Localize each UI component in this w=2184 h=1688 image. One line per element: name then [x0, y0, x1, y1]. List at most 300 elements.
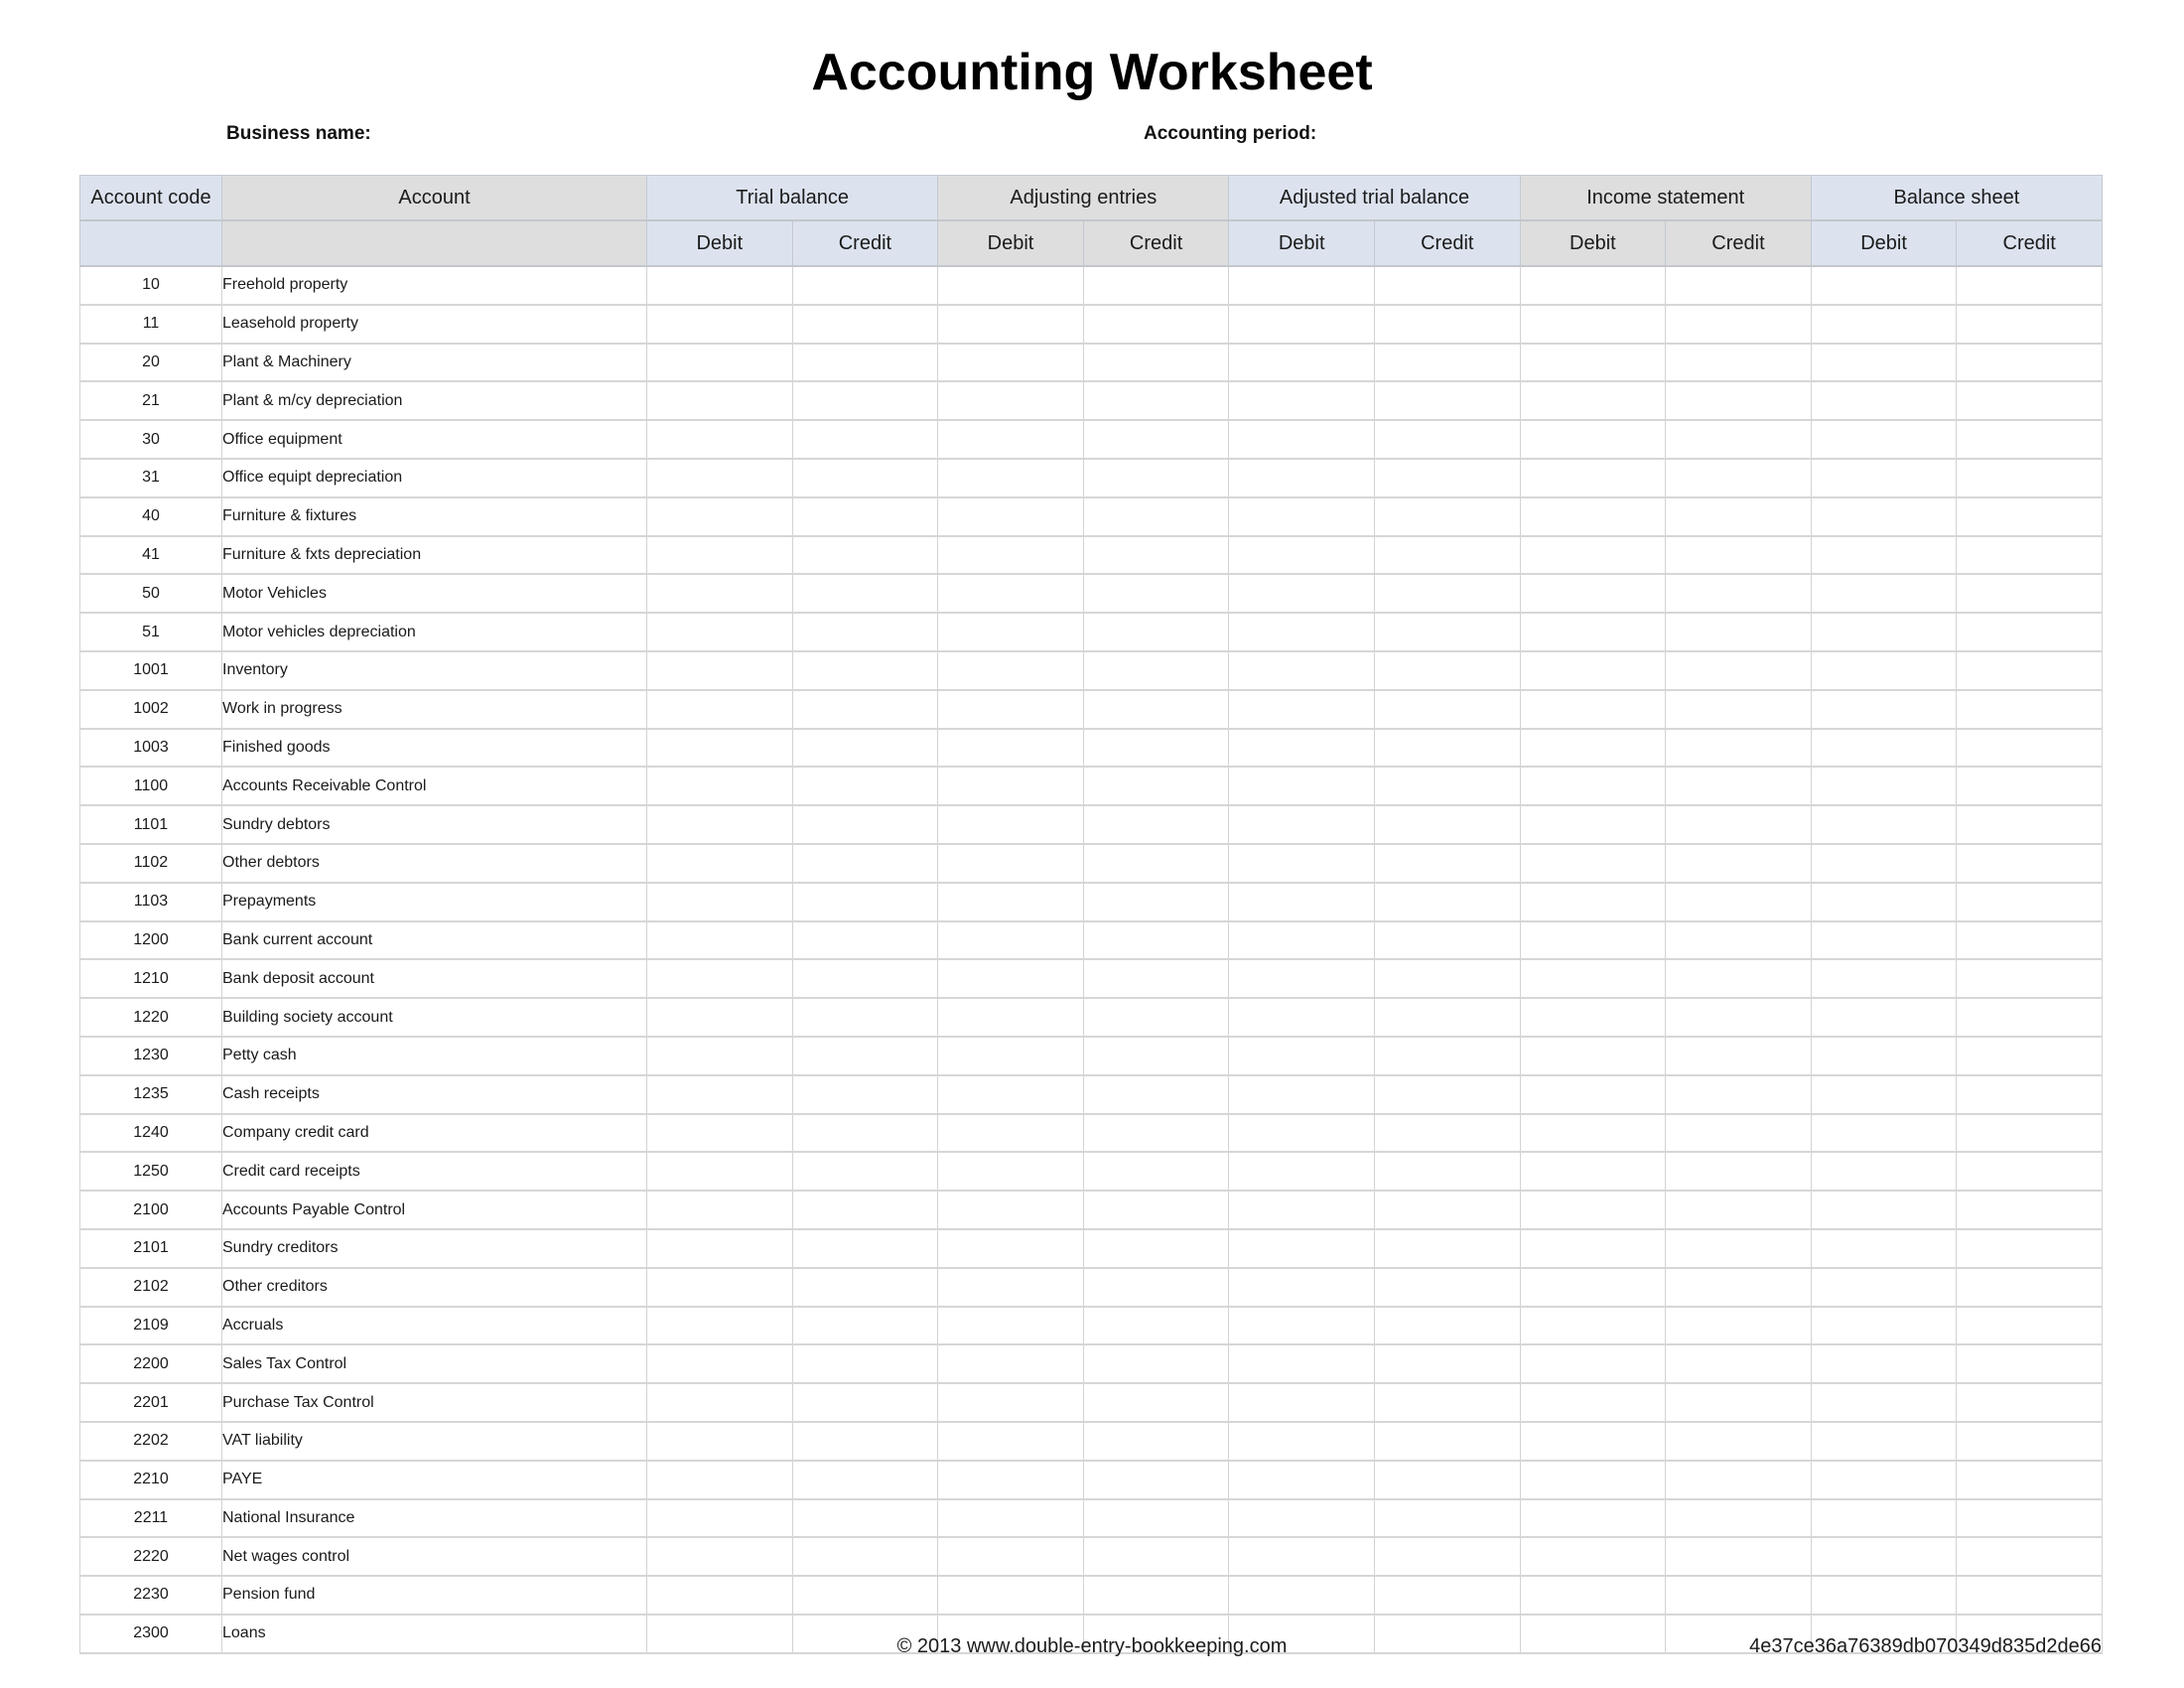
balance-credit-cell[interactable] — [1957, 536, 2103, 575]
adjusting-debit-cell[interactable] — [938, 613, 1084, 651]
adjusting-credit-cell[interactable] — [1083, 1537, 1229, 1576]
adjusted-credit-cell[interactable] — [1374, 921, 1520, 960]
adjusted-debit-cell[interactable] — [1229, 921, 1375, 960]
trial-debit-cell[interactable] — [647, 767, 793, 805]
adjusting-credit-cell[interactable] — [1083, 344, 1229, 382]
trial-debit-cell[interactable] — [647, 574, 793, 613]
trial-debit-cell[interactable] — [647, 690, 793, 729]
income-credit-cell[interactable] — [1666, 1499, 1812, 1538]
income-credit-cell[interactable] — [1666, 1037, 1812, 1075]
adjusted-debit-cell[interactable] — [1229, 883, 1375, 921]
trial-debit-cell[interactable] — [647, 613, 793, 651]
adjusted-credit-cell[interactable] — [1374, 1383, 1520, 1422]
income-debit-cell[interactable] — [1520, 1229, 1666, 1268]
balance-debit-cell[interactable] — [1811, 613, 1957, 651]
balance-debit-cell[interactable] — [1811, 959, 1957, 998]
adjusted-credit-cell[interactable] — [1374, 574, 1520, 613]
income-debit-cell[interactable] — [1520, 921, 1666, 960]
balance-credit-cell[interactable] — [1957, 613, 2103, 651]
trial-credit-cell[interactable] — [792, 921, 938, 960]
adjusting-credit-cell[interactable] — [1083, 805, 1229, 844]
income-debit-cell[interactable] — [1520, 613, 1666, 651]
adjusted-credit-cell[interactable] — [1374, 1307, 1520, 1345]
adjusted-debit-cell[interactable] — [1229, 1499, 1375, 1538]
trial-debit-cell[interactable] — [647, 344, 793, 382]
adjusting-debit-cell[interactable] — [938, 805, 1084, 844]
balance-credit-cell[interactable] — [1957, 1268, 2103, 1307]
trial-credit-cell[interactable] — [792, 1344, 938, 1383]
income-debit-cell[interactable] — [1520, 651, 1666, 690]
income-credit-cell[interactable] — [1666, 844, 1812, 883]
balance-credit-cell[interactable] — [1957, 767, 2103, 805]
income-credit-cell[interactable] — [1666, 651, 1812, 690]
trial-credit-cell[interactable] — [792, 805, 938, 844]
income-debit-cell[interactable] — [1520, 459, 1666, 497]
adjusted-credit-cell[interactable] — [1374, 729, 1520, 768]
adjusting-debit-cell[interactable] — [938, 266, 1084, 305]
adjusted-credit-cell[interactable] — [1374, 1191, 1520, 1229]
balance-credit-cell[interactable] — [1957, 1229, 2103, 1268]
income-debit-cell[interactable] — [1520, 1537, 1666, 1576]
balance-debit-cell[interactable] — [1811, 1307, 1957, 1345]
adjusting-debit-cell[interactable] — [938, 651, 1084, 690]
balance-debit-cell[interactable] — [1811, 883, 1957, 921]
income-credit-cell[interactable] — [1666, 1576, 1812, 1615]
adjusting-debit-cell[interactable] — [938, 1229, 1084, 1268]
balance-credit-cell[interactable] — [1957, 1383, 2103, 1422]
adjusted-credit-cell[interactable] — [1374, 959, 1520, 998]
adjusted-credit-cell[interactable] — [1374, 613, 1520, 651]
income-debit-cell[interactable] — [1520, 998, 1666, 1037]
adjusted-credit-cell[interactable] — [1374, 420, 1520, 459]
trial-debit-cell[interactable] — [647, 420, 793, 459]
trial-debit-cell[interactable] — [647, 459, 793, 497]
income-credit-cell[interactable] — [1666, 690, 1812, 729]
income-debit-cell[interactable] — [1520, 1152, 1666, 1191]
balance-debit-cell[interactable] — [1811, 1268, 1957, 1307]
adjusted-debit-cell[interactable] — [1229, 1152, 1375, 1191]
adjusting-credit-cell[interactable] — [1083, 1383, 1229, 1422]
adjusted-credit-cell[interactable] — [1374, 1114, 1520, 1153]
adjusting-credit-cell[interactable] — [1083, 767, 1229, 805]
balance-credit-cell[interactable] — [1957, 1499, 2103, 1538]
balance-debit-cell[interactable] — [1811, 805, 1957, 844]
adjusting-debit-cell[interactable] — [938, 1191, 1084, 1229]
adjusted-credit-cell[interactable] — [1374, 344, 1520, 382]
adjusted-debit-cell[interactable] — [1229, 651, 1375, 690]
adjusting-credit-cell[interactable] — [1083, 420, 1229, 459]
adjusting-debit-cell[interactable] — [938, 921, 1084, 960]
income-credit-cell[interactable] — [1666, 1229, 1812, 1268]
adjusting-debit-cell[interactable] — [938, 1537, 1084, 1576]
adjusted-debit-cell[interactable] — [1229, 420, 1375, 459]
adjusted-debit-cell[interactable] — [1229, 536, 1375, 575]
adjusting-debit-cell[interactable] — [938, 536, 1084, 575]
adjusting-credit-cell[interactable] — [1083, 459, 1229, 497]
adjusted-debit-cell[interactable] — [1229, 959, 1375, 998]
adjusting-debit-cell[interactable] — [938, 1114, 1084, 1153]
trial-credit-cell[interactable] — [792, 305, 938, 344]
adjusting-credit-cell[interactable] — [1083, 1461, 1229, 1499]
adjusted-debit-cell[interactable] — [1229, 1344, 1375, 1383]
balance-credit-cell[interactable] — [1957, 883, 2103, 921]
adjusted-credit-cell[interactable] — [1374, 690, 1520, 729]
trial-credit-cell[interactable] — [792, 1576, 938, 1615]
income-debit-cell[interactable] — [1520, 420, 1666, 459]
income-credit-cell[interactable] — [1666, 344, 1812, 382]
adjusted-credit-cell[interactable] — [1374, 844, 1520, 883]
adjusting-credit-cell[interactable] — [1083, 1152, 1229, 1191]
balance-debit-cell[interactable] — [1811, 344, 1957, 382]
adjusting-credit-cell[interactable] — [1083, 266, 1229, 305]
trial-debit-cell[interactable] — [647, 1422, 793, 1461]
balance-credit-cell[interactable] — [1957, 266, 2103, 305]
income-debit-cell[interactable] — [1520, 1268, 1666, 1307]
trial-debit-cell[interactable] — [647, 1344, 793, 1383]
income-credit-cell[interactable] — [1666, 1191, 1812, 1229]
adjusted-credit-cell[interactable] — [1374, 805, 1520, 844]
income-debit-cell[interactable] — [1520, 1344, 1666, 1383]
trial-credit-cell[interactable] — [792, 651, 938, 690]
balance-credit-cell[interactable] — [1957, 998, 2103, 1037]
balance-credit-cell[interactable] — [1957, 1537, 2103, 1576]
balance-debit-cell[interactable] — [1811, 305, 1957, 344]
trial-credit-cell[interactable] — [792, 729, 938, 768]
adjusting-debit-cell[interactable] — [938, 729, 1084, 768]
trial-credit-cell[interactable] — [792, 420, 938, 459]
income-debit-cell[interactable] — [1520, 1075, 1666, 1114]
balance-debit-cell[interactable] — [1811, 497, 1957, 536]
income-credit-cell[interactable] — [1666, 729, 1812, 768]
adjusted-debit-cell[interactable] — [1229, 1075, 1375, 1114]
income-credit-cell[interactable] — [1666, 1537, 1812, 1576]
income-debit-cell[interactable] — [1520, 767, 1666, 805]
trial-debit-cell[interactable] — [647, 729, 793, 768]
adjusting-credit-cell[interactable] — [1083, 1075, 1229, 1114]
adjusting-debit-cell[interactable] — [938, 1499, 1084, 1538]
adjusting-debit-cell[interactable] — [938, 1383, 1084, 1422]
adjusting-debit-cell[interactable] — [938, 497, 1084, 536]
balance-debit-cell[interactable] — [1811, 266, 1957, 305]
adjusted-credit-cell[interactable] — [1374, 1152, 1520, 1191]
adjusted-debit-cell[interactable] — [1229, 497, 1375, 536]
adjusting-credit-cell[interactable] — [1083, 574, 1229, 613]
trial-credit-cell[interactable] — [792, 459, 938, 497]
income-debit-cell[interactable] — [1520, 1383, 1666, 1422]
balance-debit-cell[interactable] — [1811, 690, 1957, 729]
balance-credit-cell[interactable] — [1957, 1307, 2103, 1345]
balance-debit-cell[interactable] — [1811, 767, 1957, 805]
balance-debit-cell[interactable] — [1811, 1114, 1957, 1153]
adjusted-debit-cell[interactable] — [1229, 266, 1375, 305]
balance-credit-cell[interactable] — [1957, 344, 2103, 382]
balance-credit-cell[interactable] — [1957, 959, 2103, 998]
adjusting-debit-cell[interactable] — [938, 420, 1084, 459]
adjusting-credit-cell[interactable] — [1083, 690, 1229, 729]
adjusting-debit-cell[interactable] — [938, 1422, 1084, 1461]
adjusted-debit-cell[interactable] — [1229, 1268, 1375, 1307]
adjusted-debit-cell[interactable] — [1229, 805, 1375, 844]
adjusting-credit-cell[interactable] — [1083, 305, 1229, 344]
income-credit-cell[interactable] — [1666, 1461, 1812, 1499]
trial-credit-cell[interactable] — [792, 1268, 938, 1307]
income-credit-cell[interactable] — [1666, 998, 1812, 1037]
income-debit-cell[interactable] — [1520, 805, 1666, 844]
balance-debit-cell[interactable] — [1811, 381, 1957, 420]
balance-credit-cell[interactable] — [1957, 1576, 2103, 1615]
income-credit-cell[interactable] — [1666, 1114, 1812, 1153]
adjusted-debit-cell[interactable] — [1229, 729, 1375, 768]
adjusted-credit-cell[interactable] — [1374, 1037, 1520, 1075]
balance-debit-cell[interactable] — [1811, 1152, 1957, 1191]
trial-debit-cell[interactable] — [647, 844, 793, 883]
trial-debit-cell[interactable] — [647, 1268, 793, 1307]
trial-debit-cell[interactable] — [647, 1383, 793, 1422]
trial-credit-cell[interactable] — [792, 497, 938, 536]
balance-credit-cell[interactable] — [1957, 1191, 2103, 1229]
adjusted-debit-cell[interactable] — [1229, 305, 1375, 344]
income-debit-cell[interactable] — [1520, 497, 1666, 536]
balance-credit-cell[interactable] — [1957, 690, 2103, 729]
trial-debit-cell[interactable] — [647, 1114, 793, 1153]
income-debit-cell[interactable] — [1520, 1461, 1666, 1499]
trial-debit-cell[interactable] — [647, 305, 793, 344]
income-credit-cell[interactable] — [1666, 767, 1812, 805]
trial-debit-cell[interactable] — [647, 381, 793, 420]
income-debit-cell[interactable] — [1520, 381, 1666, 420]
trial-debit-cell[interactable] — [647, 1191, 793, 1229]
adjusted-debit-cell[interactable] — [1229, 1383, 1375, 1422]
adjusted-debit-cell[interactable] — [1229, 1461, 1375, 1499]
trial-debit-cell[interactable] — [647, 1537, 793, 1576]
adjusting-credit-cell[interactable] — [1083, 381, 1229, 420]
balance-debit-cell[interactable] — [1811, 1422, 1957, 1461]
adjusted-debit-cell[interactable] — [1229, 844, 1375, 883]
adjusting-credit-cell[interactable] — [1083, 1229, 1229, 1268]
adjusting-debit-cell[interactable] — [938, 574, 1084, 613]
income-credit-cell[interactable] — [1666, 1383, 1812, 1422]
trial-credit-cell[interactable] — [792, 844, 938, 883]
balance-credit-cell[interactable] — [1957, 729, 2103, 768]
adjusting-debit-cell[interactable] — [938, 767, 1084, 805]
balance-credit-cell[interactable] — [1957, 1344, 2103, 1383]
balance-debit-cell[interactable] — [1811, 574, 1957, 613]
income-debit-cell[interactable] — [1520, 266, 1666, 305]
adjusted-debit-cell[interactable] — [1229, 1037, 1375, 1075]
income-debit-cell[interactable] — [1520, 1114, 1666, 1153]
trial-credit-cell[interactable] — [792, 1537, 938, 1576]
adjusting-credit-cell[interactable] — [1083, 1114, 1229, 1153]
adjusted-debit-cell[interactable] — [1229, 459, 1375, 497]
adjusted-debit-cell[interactable] — [1229, 344, 1375, 382]
trial-debit-cell[interactable] — [647, 536, 793, 575]
trial-credit-cell[interactable] — [792, 613, 938, 651]
trial-credit-cell[interactable] — [792, 690, 938, 729]
trial-credit-cell[interactable] — [792, 998, 938, 1037]
income-credit-cell[interactable] — [1666, 1152, 1812, 1191]
adjusting-credit-cell[interactable] — [1083, 497, 1229, 536]
adjusting-credit-cell[interactable] — [1083, 883, 1229, 921]
adjusted-debit-cell[interactable] — [1229, 1229, 1375, 1268]
adjusted-credit-cell[interactable] — [1374, 1075, 1520, 1114]
income-credit-cell[interactable] — [1666, 921, 1812, 960]
income-credit-cell[interactable] — [1666, 959, 1812, 998]
trial-credit-cell[interactable] — [792, 381, 938, 420]
trial-debit-cell[interactable] — [647, 497, 793, 536]
income-credit-cell[interactable] — [1666, 1307, 1812, 1345]
balance-credit-cell[interactable] — [1957, 1037, 2103, 1075]
trial-debit-cell[interactable] — [647, 998, 793, 1037]
income-credit-cell[interactable] — [1666, 613, 1812, 651]
balance-credit-cell[interactable] — [1957, 1422, 2103, 1461]
trial-debit-cell[interactable] — [647, 883, 793, 921]
balance-credit-cell[interactable] — [1957, 1114, 2103, 1153]
trial-credit-cell[interactable] — [792, 344, 938, 382]
adjusting-debit-cell[interactable] — [938, 998, 1084, 1037]
adjusted-credit-cell[interactable] — [1374, 1344, 1520, 1383]
income-credit-cell[interactable] — [1666, 381, 1812, 420]
balance-debit-cell[interactable] — [1811, 1229, 1957, 1268]
balance-credit-cell[interactable] — [1957, 844, 2103, 883]
adjusted-credit-cell[interactable] — [1374, 459, 1520, 497]
balance-credit-cell[interactable] — [1957, 574, 2103, 613]
income-credit-cell[interactable] — [1666, 1075, 1812, 1114]
trial-credit-cell[interactable] — [792, 536, 938, 575]
balance-debit-cell[interactable] — [1811, 921, 1957, 960]
income-credit-cell[interactable] — [1666, 1422, 1812, 1461]
balance-debit-cell[interactable] — [1811, 1499, 1957, 1538]
income-debit-cell[interactable] — [1520, 1499, 1666, 1538]
income-debit-cell[interactable] — [1520, 305, 1666, 344]
trial-credit-cell[interactable] — [792, 1307, 938, 1345]
trial-credit-cell[interactable] — [792, 959, 938, 998]
adjusted-debit-cell[interactable] — [1229, 1576, 1375, 1615]
adjusted-credit-cell[interactable] — [1374, 1422, 1520, 1461]
adjusted-credit-cell[interactable] — [1374, 1537, 1520, 1576]
balance-debit-cell[interactable] — [1811, 729, 1957, 768]
income-credit-cell[interactable] — [1666, 459, 1812, 497]
adjusting-debit-cell[interactable] — [938, 459, 1084, 497]
adjusted-credit-cell[interactable] — [1374, 497, 1520, 536]
adjusted-debit-cell[interactable] — [1229, 998, 1375, 1037]
balance-credit-cell[interactable] — [1957, 381, 2103, 420]
trial-debit-cell[interactable] — [647, 651, 793, 690]
trial-credit-cell[interactable] — [792, 1229, 938, 1268]
adjusting-credit-cell[interactable] — [1083, 921, 1229, 960]
balance-credit-cell[interactable] — [1957, 305, 2103, 344]
trial-credit-cell[interactable] — [792, 1461, 938, 1499]
balance-debit-cell[interactable] — [1811, 998, 1957, 1037]
balance-credit-cell[interactable] — [1957, 420, 2103, 459]
trial-credit-cell[interactable] — [792, 574, 938, 613]
adjusting-credit-cell[interactable] — [1083, 651, 1229, 690]
adjusting-debit-cell[interactable] — [938, 1344, 1084, 1383]
adjusting-credit-cell[interactable] — [1083, 1499, 1229, 1538]
balance-debit-cell[interactable] — [1811, 459, 1957, 497]
adjusting-credit-cell[interactable] — [1083, 998, 1229, 1037]
trial-debit-cell[interactable] — [647, 1461, 793, 1499]
income-credit-cell[interactable] — [1666, 883, 1812, 921]
adjusting-debit-cell[interactable] — [938, 344, 1084, 382]
adjusting-credit-cell[interactable] — [1083, 536, 1229, 575]
trial-debit-cell[interactable] — [647, 1576, 793, 1615]
balance-debit-cell[interactable] — [1811, 420, 1957, 459]
adjusted-credit-cell[interactable] — [1374, 998, 1520, 1037]
adjusting-debit-cell[interactable] — [938, 1307, 1084, 1345]
trial-debit-cell[interactable] — [647, 1152, 793, 1191]
adjusting-debit-cell[interactable] — [938, 844, 1084, 883]
balance-credit-cell[interactable] — [1957, 1075, 2103, 1114]
adjusting-debit-cell[interactable] — [938, 381, 1084, 420]
balance-debit-cell[interactable] — [1811, 651, 1957, 690]
adjusting-credit-cell[interactable] — [1083, 1191, 1229, 1229]
adjusting-credit-cell[interactable] — [1083, 1307, 1229, 1345]
trial-credit-cell[interactable] — [792, 1075, 938, 1114]
income-credit-cell[interactable] — [1666, 574, 1812, 613]
trial-credit-cell[interactable] — [792, 266, 938, 305]
income-credit-cell[interactable] — [1666, 805, 1812, 844]
trial-credit-cell[interactable] — [792, 883, 938, 921]
adjusted-credit-cell[interactable] — [1374, 651, 1520, 690]
adjusted-credit-cell[interactable] — [1374, 767, 1520, 805]
balance-debit-cell[interactable] — [1811, 844, 1957, 883]
trial-debit-cell[interactable] — [647, 1307, 793, 1345]
adjusted-debit-cell[interactable] — [1229, 690, 1375, 729]
adjusting-debit-cell[interactable] — [938, 1037, 1084, 1075]
income-debit-cell[interactable] — [1520, 844, 1666, 883]
adjusted-debit-cell[interactable] — [1229, 1537, 1375, 1576]
balance-credit-cell[interactable] — [1957, 1152, 2103, 1191]
income-debit-cell[interactable] — [1520, 1422, 1666, 1461]
trial-credit-cell[interactable] — [792, 1383, 938, 1422]
adjusting-debit-cell[interactable] — [938, 1075, 1084, 1114]
balance-debit-cell[interactable] — [1811, 1344, 1957, 1383]
adjusting-debit-cell[interactable] — [938, 1152, 1084, 1191]
adjusted-credit-cell[interactable] — [1374, 536, 1520, 575]
income-debit-cell[interactable] — [1520, 1191, 1666, 1229]
balance-credit-cell[interactable] — [1957, 921, 2103, 960]
balance-credit-cell[interactable] — [1957, 651, 2103, 690]
income-debit-cell[interactable] — [1520, 344, 1666, 382]
adjusted-credit-cell[interactable] — [1374, 1229, 1520, 1268]
income-credit-cell[interactable] — [1666, 420, 1812, 459]
trial-credit-cell[interactable] — [792, 1422, 938, 1461]
income-credit-cell[interactable] — [1666, 1268, 1812, 1307]
adjusted-credit-cell[interactable] — [1374, 1499, 1520, 1538]
adjusting-credit-cell[interactable] — [1083, 1422, 1229, 1461]
trial-credit-cell[interactable] — [792, 1191, 938, 1229]
adjusted-debit-cell[interactable] — [1229, 1422, 1375, 1461]
income-debit-cell[interactable] — [1520, 690, 1666, 729]
adjusted-debit-cell[interactable] — [1229, 381, 1375, 420]
adjusting-debit-cell[interactable] — [938, 1268, 1084, 1307]
adjusting-credit-cell[interactable] — [1083, 959, 1229, 998]
adjusting-credit-cell[interactable] — [1083, 1344, 1229, 1383]
income-debit-cell[interactable] — [1520, 1576, 1666, 1615]
income-credit-cell[interactable] — [1666, 1344, 1812, 1383]
income-debit-cell[interactable] — [1520, 1307, 1666, 1345]
adjusting-credit-cell[interactable] — [1083, 613, 1229, 651]
income-debit-cell[interactable] — [1520, 959, 1666, 998]
adjusted-debit-cell[interactable] — [1229, 574, 1375, 613]
adjusted-debit-cell[interactable] — [1229, 613, 1375, 651]
adjusted-credit-cell[interactable] — [1374, 1576, 1520, 1615]
trial-debit-cell[interactable] — [647, 1229, 793, 1268]
balance-debit-cell[interactable] — [1811, 1383, 1957, 1422]
trial-debit-cell[interactable] — [647, 805, 793, 844]
adjusted-credit-cell[interactable] — [1374, 266, 1520, 305]
adjusting-credit-cell[interactable] — [1083, 1037, 1229, 1075]
